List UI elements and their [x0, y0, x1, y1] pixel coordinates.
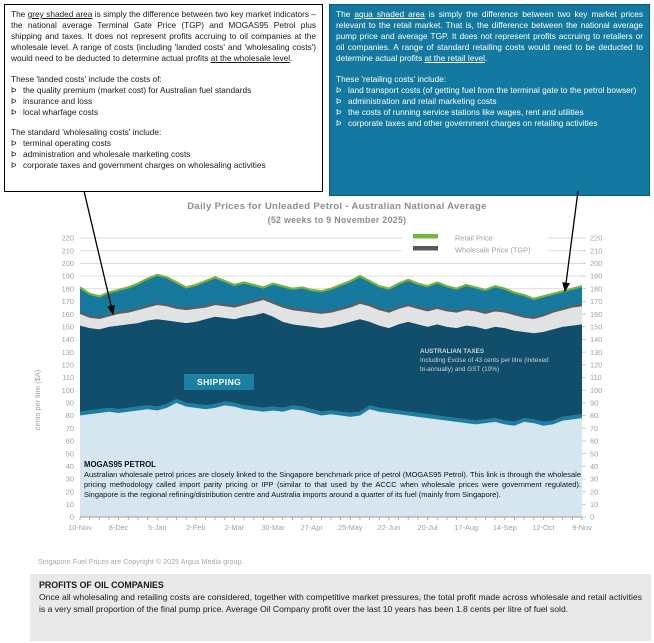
chart-title: Daily Prices for Unleaded Petrol - Australian National Average — [187, 201, 487, 212]
mogas95-title: MOGAS95 PETROL — [84, 460, 156, 469]
bullet-arrow-icon: Þ — [336, 117, 342, 128]
aqua-area-paragraph: The aqua shaded area is simply the difference between two key market prices relevant to the retail market. That is, the difference between the national average pump price and average TGP. It does not represent profits accruing to retailers or oil companies. A range of standard retailing costs would need to be deducted to determine actual profits at the retail level. — [336, 9, 644, 64]
grey-area-paragraph: The grey shaded area is simply the difference between two key market indicators – the national average Terminal Gate Price (TGP) and MOGAS95 Petrol plus shipping and taxes. It does not represent profits accruing to oil companies at the wholesale level. A range of costs (including 'landed costs' and 'wholesaling costs') would need to be deducted to determine actual profits at the wholesale level. — [11, 9, 317, 64]
y-axis-label-right: 190 — [590, 271, 603, 281]
x-axis-label: 22-Jun — [377, 523, 401, 532]
y-axis-label-left: 210 — [61, 246, 74, 256]
x-axis-label: 12-Oct — [532, 523, 555, 532]
list-item: Þ insurance and loss — [11, 95, 93, 106]
list-item: Þ administration and wholesale marketing costs — [11, 149, 191, 160]
y-axis-label-left: 160 — [61, 309, 74, 319]
y-axis-label-left: 130 — [61, 347, 74, 357]
x-axis-label: 14-Sep — [492, 523, 517, 532]
shipping-label: SHIPPING — [184, 374, 254, 390]
y-axis-label-left: 180 — [61, 284, 74, 294]
y-axis-label-right: 60 — [590, 436, 599, 446]
aqua-area-annotation-box — [329, 4, 650, 196]
bullet-arrow-icon: Þ — [336, 106, 342, 117]
y-axis-label-right: 30 — [590, 474, 599, 484]
list-item: Þ land transport costs (of getting fuel from the terminal gate to the petrol bowser) — [336, 84, 637, 95]
list-item: Þ administration and retail marketing costs — [336, 95, 497, 106]
y-axis-label-left: 190 — [61, 271, 74, 281]
bullet-arrow-icon: Þ — [11, 138, 17, 149]
mogas95-body: Australian wholesale petrol prices are closely linked to the Singapore benchmark price of petrol (MOGAS95 Petrol). This link is through the wholesale pricing methodology called import parity pricing or IPP (similar to that used by the ACCC when wholesale prices were government regulated). Singapore is the regional refining/distribution centre and Australia imports around a quarter of its fuel (mainly from Singapore). — [84, 470, 581, 500]
y-axis-label-left: 90 — [65, 398, 74, 408]
y-axis-title: cents per litre ($A) — [33, 369, 42, 431]
profits-title: PROFITS OF OIL COMPANIES — [39, 580, 164, 590]
x-axis-label: 10-Nov — [68, 523, 92, 532]
y-axis-label-left: 110 — [62, 373, 74, 383]
x-axis-label: 8-Dec — [108, 523, 129, 532]
y-axis-label-right: 210 — [590, 246, 603, 256]
legend-swatch — [413, 246, 438, 251]
bullet-arrow-icon: Þ — [11, 95, 17, 106]
x-axis-label: 20-Jul — [417, 523, 438, 532]
y-axis-label-right: 140 — [590, 335, 603, 345]
australian-taxes-title: AUSTRALIAN TAXES — [420, 348, 485, 355]
y-axis-label-left: 30 — [65, 474, 74, 484]
y-axis-label-left: 70 — [65, 423, 74, 433]
y-axis-label-right: 220 — [590, 233, 603, 243]
chart-subtitle: (52 weeks to 9 November 2025) — [267, 215, 407, 225]
y-axis-label-left: 60 — [65, 436, 74, 446]
profits-box — [30, 574, 651, 641]
x-axis-label: 2-Feb — [186, 523, 206, 532]
list-item: Þ the quality premium (market cost) for Australian fuel standards — [11, 84, 252, 95]
mogas95-note — [84, 460, 581, 500]
y-axis-label-right: 160 — [590, 309, 603, 319]
list-item: Þ corporate taxes and government charges on wholesaling activities — [11, 160, 266, 171]
x-axis-label: 9-Nov — [572, 523, 592, 532]
wholesaling-costs-heading: The standard 'wholesaling costs' include: — [11, 126, 162, 137]
y-axis-label-right: 10 — [590, 500, 599, 510]
legend-swatch — [413, 234, 438, 239]
wholesaling-costs-list — [11, 138, 316, 171]
australian-taxes-body: Including Excise of 43 cents per litre (indexed bi-annually) and GST (10%) — [420, 356, 549, 373]
y-axis-label-left: 0 — [69, 512, 74, 522]
profits-body: Once all wholesaling and retailing costs are considered, together with competitive market pressures, the total profit made across wholesale and retail activities is a very small proportion of the final pump price. Average Oil Company profit over the last 10 years has been 1.8 cents per litre of fuel sold. — [39, 592, 642, 615]
bullet-arrow-icon: Þ — [11, 106, 17, 117]
x-axis-label: 27-Apr — [300, 523, 323, 532]
grey-area-annotation-box — [4, 4, 323, 192]
y-axis-label-right: 40 — [590, 461, 599, 471]
legend-label: Retail Price — [455, 233, 493, 243]
retailing-costs-heading: These 'retailing costs' include: — [336, 73, 447, 84]
x-axis-label: 17-Aug — [454, 523, 479, 532]
list-item: Þ the costs of running service stations like wages, rent and utilities — [336, 106, 584, 117]
x-axis-label: 25-May — [337, 523, 363, 532]
y-axis-label-left: 50 — [65, 449, 74, 459]
y-axis-label-right: 170 — [590, 297, 603, 307]
y-axis-label-left: 80 — [65, 411, 74, 421]
landed-costs-list — [11, 85, 316, 118]
y-axis-label-left: 150 — [61, 322, 74, 332]
x-axis-label: 5-Jan — [147, 523, 167, 532]
bullet-arrow-icon: Þ — [11, 149, 17, 160]
y-axis-label-left: 120 — [61, 360, 74, 370]
x-axis-label: 2-Mar — [224, 523, 245, 532]
x-axis-label: 30-Mar — [261, 523, 285, 532]
y-axis-label-left: 10 — [65, 500, 74, 510]
retailing-costs-list — [336, 85, 643, 129]
y-axis-label-right: 130 — [590, 347, 603, 357]
y-axis-label-left: 220 — [61, 233, 74, 243]
y-axis-label-right: 110 — [590, 373, 602, 383]
list-item: Þ corporate taxes and other government charges on retailing activities — [336, 117, 598, 128]
y-axis-label-left: 20 — [65, 487, 74, 497]
y-axis-label-left: 40 — [65, 461, 74, 471]
y-axis-label-right: 20 — [590, 487, 599, 497]
y-axis-label-left: 200 — [61, 259, 74, 269]
y-axis-label-right: 120 — [590, 360, 603, 370]
y-axis-label-right: 0 — [590, 512, 595, 522]
y-axis-label-right: 200 — [590, 259, 603, 269]
y-axis-label-left: 100 — [61, 385, 74, 395]
y-axis-label-right: 150 — [590, 322, 603, 332]
y-axis-label-right: 70 — [590, 423, 599, 433]
bullet-arrow-icon: Þ — [336, 95, 342, 106]
list-item: Þ local wharfage costs — [11, 106, 99, 117]
y-axis-label-left: 170 — [61, 297, 74, 307]
y-axis-label-right: 50 — [590, 449, 599, 459]
australian-taxes-note — [420, 348, 552, 375]
list-item: Þ terminal operating costs — [11, 138, 112, 149]
bullet-arrow-icon: Þ — [336, 84, 342, 95]
y-axis-label-right: 100 — [590, 385, 603, 395]
bullet-arrow-icon: Þ — [11, 84, 17, 95]
legend-label: Wholesale Price (TGP) — [455, 245, 531, 255]
y-axis-label-right: 80 — [590, 411, 599, 421]
y-axis-label-left: 140 — [61, 335, 74, 345]
landed-costs-heading: These 'landed costs' include the costs of: — [11, 73, 162, 84]
y-axis-label-right: 90 — [590, 398, 599, 408]
bullet-arrow-icon: Þ — [11, 160, 17, 171]
copyright-line: Singapore Fuel Prices are Copyright © 2025 Argus Media group. — [38, 557, 244, 566]
y-axis-label-right: 180 — [590, 284, 603, 294]
